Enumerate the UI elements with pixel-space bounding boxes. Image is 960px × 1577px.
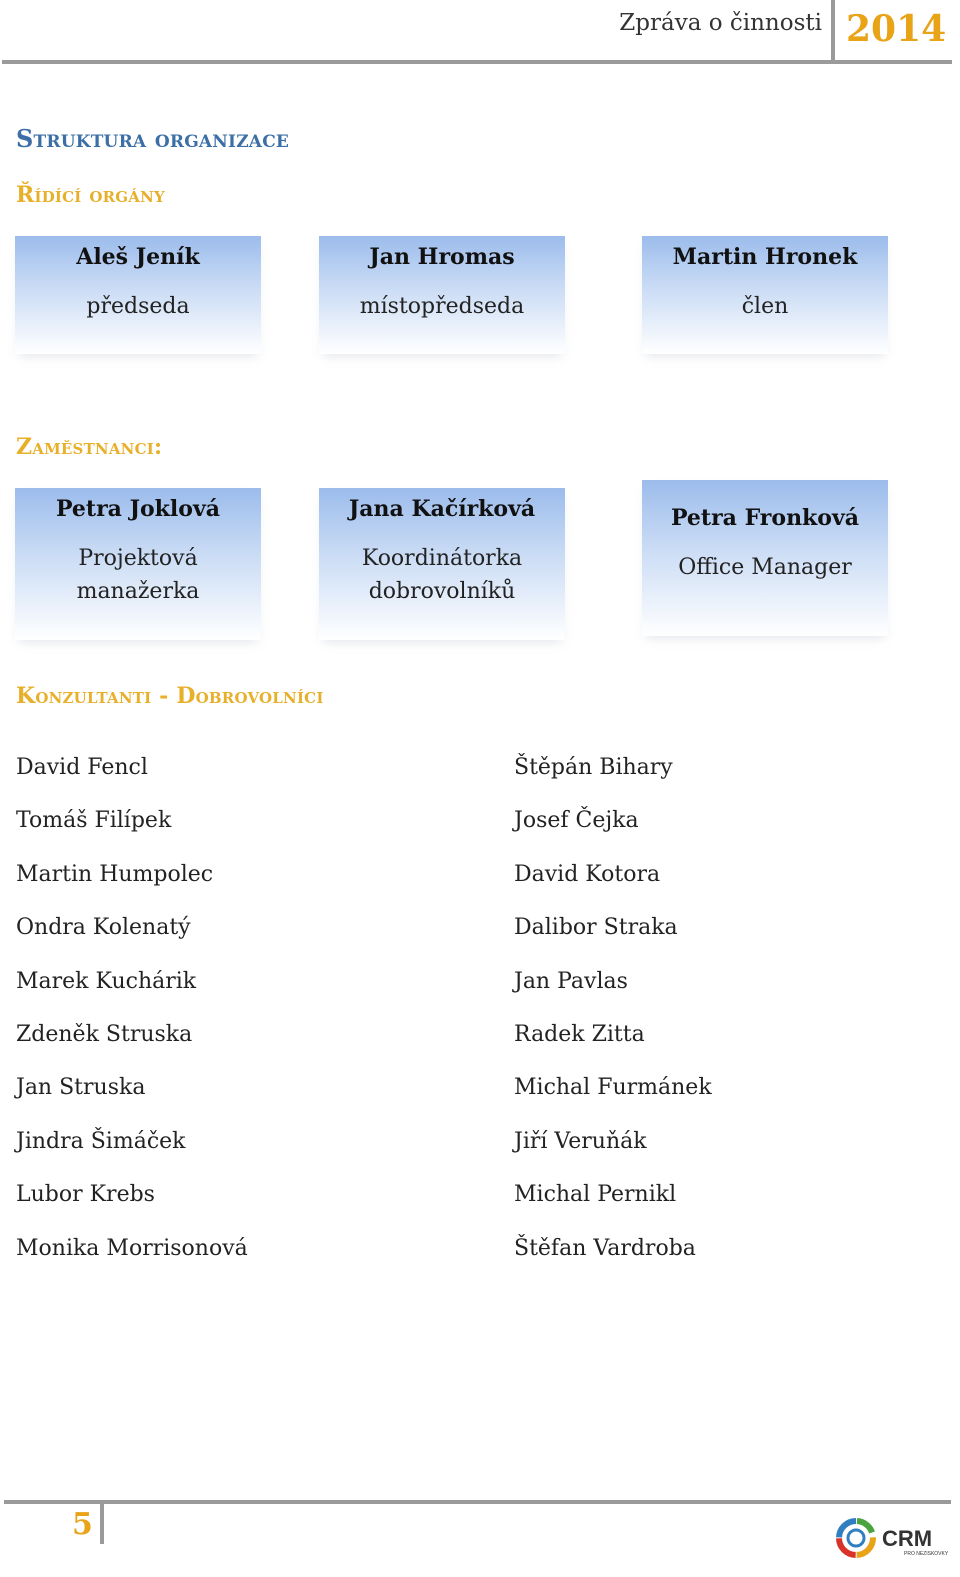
board-card-3 xyxy=(642,236,888,354)
board-member-name: Jan Hromas xyxy=(369,244,515,270)
staff-member-role: Office Manager xyxy=(678,555,852,580)
staff-member-role: Projektová xyxy=(78,546,198,571)
list-item: Jiří Veruňák xyxy=(514,1128,647,1154)
consultants-right-list xyxy=(514,750,712,1284)
staff-member-name: Petra Fronková xyxy=(670,505,860,531)
board-heading: Řídící orgány xyxy=(16,182,165,208)
staff-member-name: Petra Joklová xyxy=(55,496,220,522)
staff-card-2 xyxy=(319,488,565,640)
list-item: Zdeněk Struska xyxy=(16,1021,193,1047)
board-member-name: Martin Hronek xyxy=(672,244,858,270)
staff-member-role: dobrovolníků xyxy=(368,579,516,604)
header-title: Zpráva o činnosti xyxy=(619,10,822,36)
staff-member-name: Jana Kačírková xyxy=(348,496,536,522)
list-item: Lubor Krebs xyxy=(16,1182,155,1208)
board-card-1 xyxy=(15,236,261,354)
list-item: Michal Furmánek xyxy=(514,1075,712,1101)
header-divider xyxy=(831,0,835,62)
staff-heading: Zaměstnanci: xyxy=(16,434,163,460)
staff-card-3 xyxy=(642,480,888,636)
staff-card-1 xyxy=(15,488,261,640)
list-item: Marek Kuchárik xyxy=(16,968,197,994)
list-item: David Fencl xyxy=(16,755,148,780)
crm-logo-icon xyxy=(834,1510,952,1564)
list-item: Radek Zitta xyxy=(514,1021,645,1047)
staff-member-role: Koordinátorka xyxy=(361,546,523,571)
logo-text: CRM xyxy=(882,1526,933,1551)
list-item: Tomáš Filípek xyxy=(16,808,172,834)
list-item: David Kotora xyxy=(514,861,661,887)
header-year: 2014 xyxy=(846,8,947,50)
list-item: Ondra Kolenatý xyxy=(16,915,191,941)
board-member-role: místopředseda xyxy=(359,294,525,319)
consultants-left-list xyxy=(16,750,248,1284)
footer-rule xyxy=(4,1500,951,1504)
consultants-heading: Konzultanti - Dobrovolníci xyxy=(16,683,324,709)
list-item: Josef Čejka xyxy=(514,808,639,834)
section-title: Struktura organizace xyxy=(16,124,290,153)
list-item: Štěpán Bihary xyxy=(514,755,673,780)
list-item: Michal Pernikl xyxy=(514,1182,677,1208)
page-number: 5 xyxy=(72,1507,93,1542)
logo-subtext: PRO NEZISKOVKY xyxy=(904,1551,949,1557)
board-member-role: předseda xyxy=(86,294,190,319)
list-item: Monika Morrisonová xyxy=(16,1235,248,1261)
list-item: Martin Humpolec xyxy=(16,861,214,887)
list-item: Dalibor Straka xyxy=(514,915,678,941)
board-member-role: člen xyxy=(741,294,789,319)
list-item: Štěfan Vardroba xyxy=(514,1235,696,1261)
footer-divider xyxy=(100,1502,104,1544)
header-rule xyxy=(2,60,952,64)
list-item: Jindra Šimáček xyxy=(16,1128,186,1154)
board-card-2 xyxy=(319,236,565,354)
list-item: Jan Struska xyxy=(16,1075,146,1101)
board-member-name: Aleš Jeník xyxy=(76,244,200,270)
staff-member-role: manažerka xyxy=(76,579,200,604)
list-item: Jan Pavlas xyxy=(514,968,628,994)
